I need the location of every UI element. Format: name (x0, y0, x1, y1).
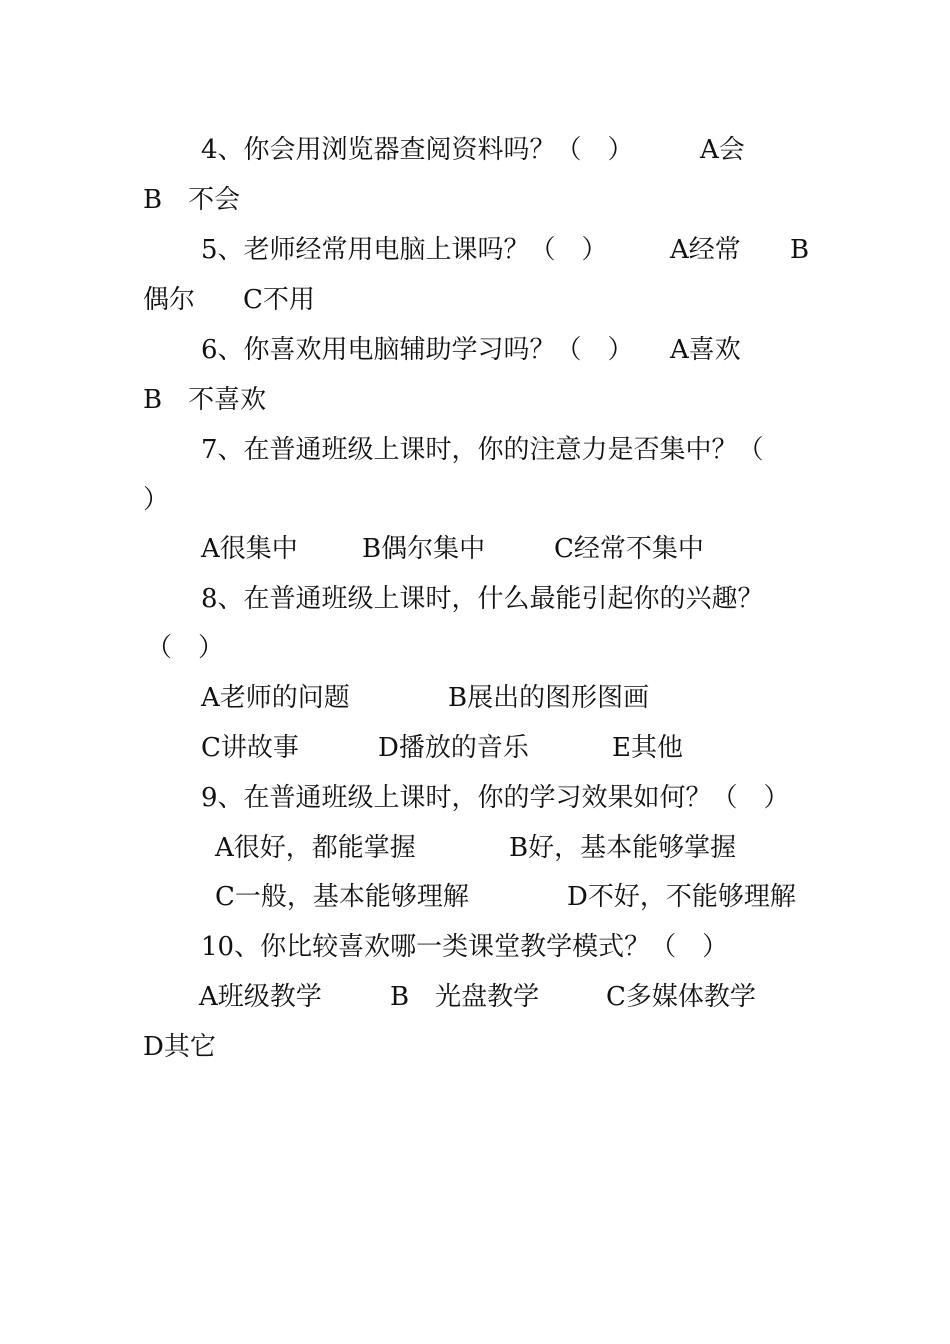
q10-option-c: C多媒体教学 (606, 982, 756, 1012)
q5-option-b-text: 偶尔 (143, 285, 196, 315)
q4-option-b: B 不会 (143, 185, 241, 215)
q5-option-a: A经常 (670, 235, 741, 265)
q8-option-b: B展出的图形图画 (448, 683, 650, 713)
q10-stem: 10、你比较喜欢哪一类课堂教学模式？（ ） (201, 932, 729, 962)
q7-stem: 7、在普通班级上课时，你的注意力是否集中？（ (201, 435, 764, 465)
q9-stem: 9、在普通班级上课时，你的学习效果如何？（ ） (201, 783, 790, 813)
q5-option-b-letter: B (790, 235, 810, 265)
q6-option-a: A喜欢 (670, 335, 741, 365)
q9-option-d: D不好，不能够理解 (567, 882, 796, 912)
q10-option-b: B 光盘教学 (390, 982, 540, 1012)
q8-stem-continuation: （ ） (146, 633, 225, 663)
q8-option-a: A老师的问题 (201, 683, 350, 713)
q7-option-c: C经常不集中 (554, 534, 704, 564)
q7-stem-continuation: ） (143, 485, 170, 515)
q4-option-a: A会 (700, 135, 745, 165)
q8-stem: 8、在普通班级上课时，什么最能引起你的兴趣？ (201, 584, 764, 614)
q5-stem: 5、老师经常用电脑上课吗？（ ） (201, 235, 608, 265)
q10-option-a: A班级教学 (199, 982, 322, 1012)
q4-stem: 4、你会用浏览器查阅资料吗？（ ） (201, 135, 634, 165)
q10-option-d: D其它 (143, 1032, 216, 1062)
q6-option-b: B 不喜欢 (143, 385, 267, 415)
q8-option-d: D播放的音乐 (378, 733, 529, 763)
q8-option-c: C讲故事 (201, 733, 299, 763)
q5-option-c: C不用 (243, 285, 315, 315)
q9-option-c: C一般，基本能够理解 (215, 882, 469, 912)
q9-option-b: B好，基本能够掌握 (509, 833, 737, 863)
q6-stem: 6、你喜欢用电脑辅助学习吗？（ ） (201, 335, 634, 365)
q7-option-a: A很集中 (201, 534, 298, 564)
q7-option-b: B偶尔集中 (362, 534, 486, 564)
q8-option-e: E其他 (612, 733, 683, 763)
q9-option-a: A很好，都能掌握 (215, 833, 416, 863)
